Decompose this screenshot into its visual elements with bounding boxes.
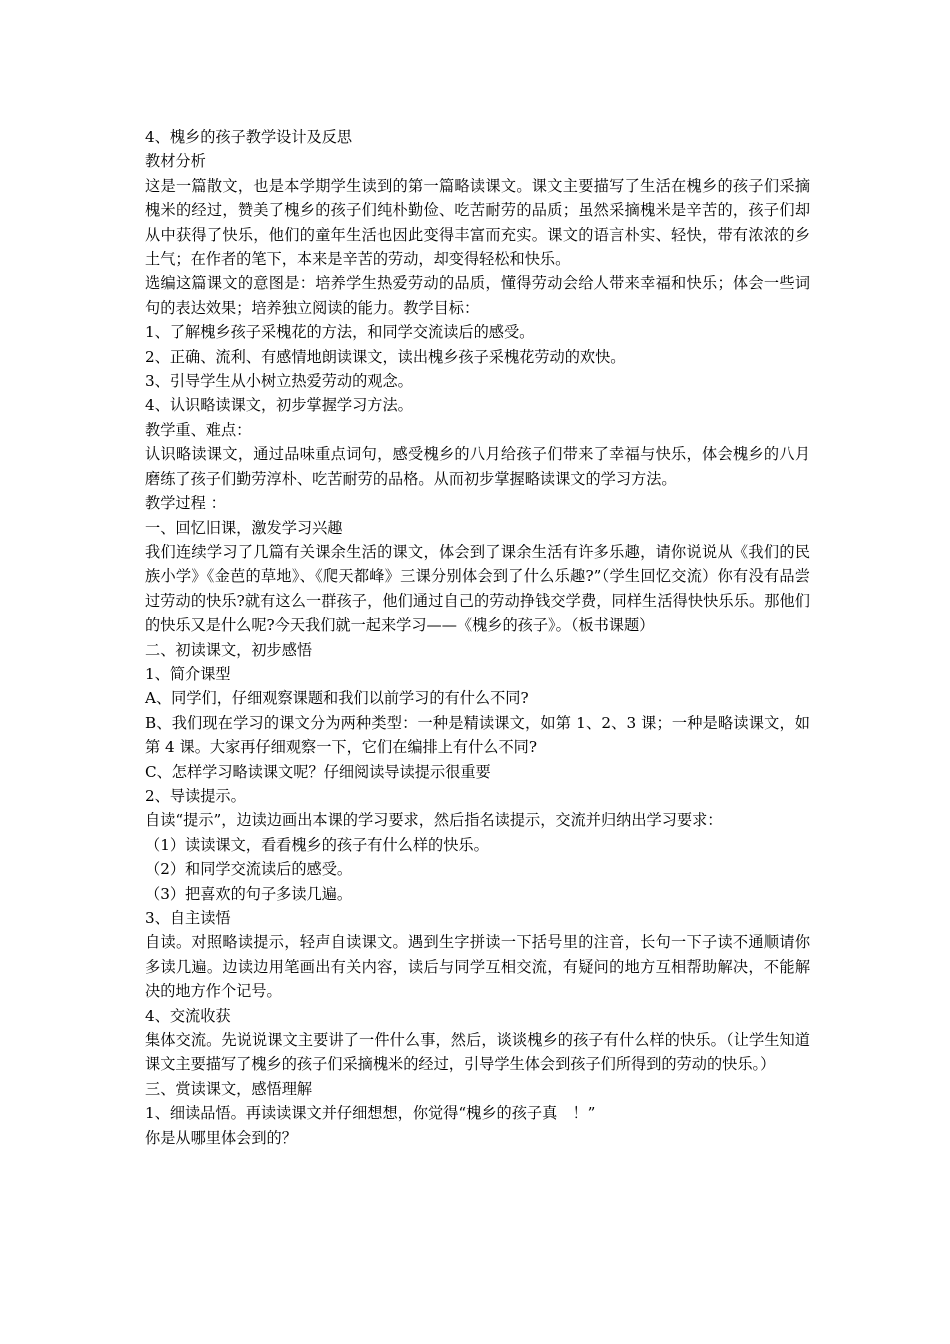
goal-item-4: 4、认识略读课文，初步掌握学习方法。 bbox=[145, 396, 413, 415]
paragraph-self-reading: 自读“提示”，边读边画出本课的学习要求，然后指名读提示，交流并归纳出学习要求： bbox=[145, 811, 723, 830]
section-heading-textbook-analysis: 教材分析 bbox=[145, 152, 206, 171]
section-heading-teaching-process: 教学过程 ： bbox=[145, 494, 226, 513]
sub-heading-reading-tips: 2、导读提示。 bbox=[145, 786, 246, 805]
section-heading-key-points: 教学重、难点： bbox=[145, 420, 252, 439]
paragraph-text-overview: 这是一篇散文，也是本学期学生读到的第一篇略读课文。课文主要描写了生活在槐乡的孩子们采摘槐米的经过，赞美了槐乡的孩子们纯朴勤俭、吃苦耐劳的品质；虽然采摘槐米是辛苦的，孩子们却从中获得了快乐，他们的童年生活也因此变得丰富而充实。课文的语言朴实、轻快，带有浓浓的乡土气；在作者的笔下，本来是辛苦的劳动，却变得轻松和快乐。 bbox=[145, 176, 810, 269]
paragraph-editing-intent: 选编这篇课文的意图是：培养学生热爱劳动的品质，懂得劳动会给人带来幸福和快乐；体会一些词句的表达效果；培养独立阅读的能力。教学目标： bbox=[145, 274, 810, 317]
sub-heading-exchange: 4、交流收获 bbox=[145, 1006, 231, 1025]
requirement-item-3: （3）把喜欢的句子多读几遍。 bbox=[145, 884, 353, 903]
goal-item-1: 1、了解槐乡孩子采槐花的方法，和同学交流读后的感受。 bbox=[145, 323, 535, 342]
paragraph-independent-reading: 自读。对照略读提示，轻声自读课文。遇到生字拼读一下括号里的注音，长句一下子读不通顺请你多读几遍。边读边用笔画出有关内容，读后与同学互相交流，有疑问的地方互相帮助解决，不能解决的地方作个记号。 bbox=[145, 933, 810, 1001]
document-title: 4、槐乡的孩子教学设计及反思 bbox=[145, 128, 353, 146]
paragraph-close-reading: 1、细读品悟。再读读课文并仔细想想，你觉得“槐乡的孩子真 ！” bbox=[145, 1104, 596, 1123]
list-item-b: B、我们现在学习的课文分为两种类型：一种是精读课文，如第 1、2、3 课；一种是略读课文，如第 4 课。大家再仔细观察一下，它们在编排上有什么不同? bbox=[145, 713, 810, 757]
goal-item-2: 2、正确、流利、有感情地朗读课文，读出槐乡孩子采槐花劳动的欢快。 bbox=[145, 347, 626, 366]
paragraph-review: 我们连续学习了几篇有关课余生活的课文，体会到了课余生活有许多乐趣，请你说说从《我们的民族小学》《金芭的草地》、《爬天都峰》三课分别体会到了什么乐趣?”（学生回忆交流）你有没有品尝过劳动的快乐?就有这么一群孩子，他们通过自己的劳动挣钱交学费，同样生活得快快乐乐。那他们的快乐又是什么呢?今天我们就一起来学习——《槐乡的孩子》。（板书课题） bbox=[145, 542, 810, 635]
sub-heading-independent-reading: 3、自主读悟 bbox=[145, 909, 231, 927]
goal-item-3: 3、引导学生从小树立热爱劳动的观念。 bbox=[145, 372, 413, 391]
sub-heading-lesson-type: 1、简介课型 bbox=[145, 664, 231, 683]
step-heading-3: 三、赏读课文，感悟理解 bbox=[145, 1079, 313, 1098]
list-item-a: A、同学们，仔细观察课题和我们以前学习的有什么不同? bbox=[145, 689, 529, 708]
document-page bbox=[145, 125, 810, 1150]
list-item-c: C、怎样学习略读课文呢？仔细阅读导读提示很重要 bbox=[145, 762, 491, 781]
step-heading-1: 一、回忆旧课，激发学习兴趣 bbox=[145, 518, 343, 537]
paragraph-key-points: 认识略读课文，通过品味重点词句，感受槐乡的八月给孩子们带来了幸福与快乐，体会槐乡的八月磨练了孩子们勤劳淳朴、吃苦耐劳的品格。从而初步掌握略读课文的学习方法。 bbox=[145, 445, 810, 488]
requirement-item-2: （2）和同学交流读后的感受。 bbox=[145, 860, 353, 879]
requirement-item-1: （1）读读课文，看看槐乡的孩子有什么样的快乐。 bbox=[145, 835, 489, 854]
step-heading-2: 二、初读课文，初步感悟 bbox=[145, 640, 313, 659]
paragraph-exchange: 集体交流。先说说课文主要讲了一件什么事，然后，谈谈槐乡的孩子有什么样的快乐。（让学生知道课文主要描写了槐乡的孩子们采摘槐米的经过，引导学生体会到孩子们所得到的劳动的快乐。） bbox=[145, 1031, 810, 1074]
paragraph-question: 你是从哪里体会到的？ bbox=[145, 1128, 297, 1147]
